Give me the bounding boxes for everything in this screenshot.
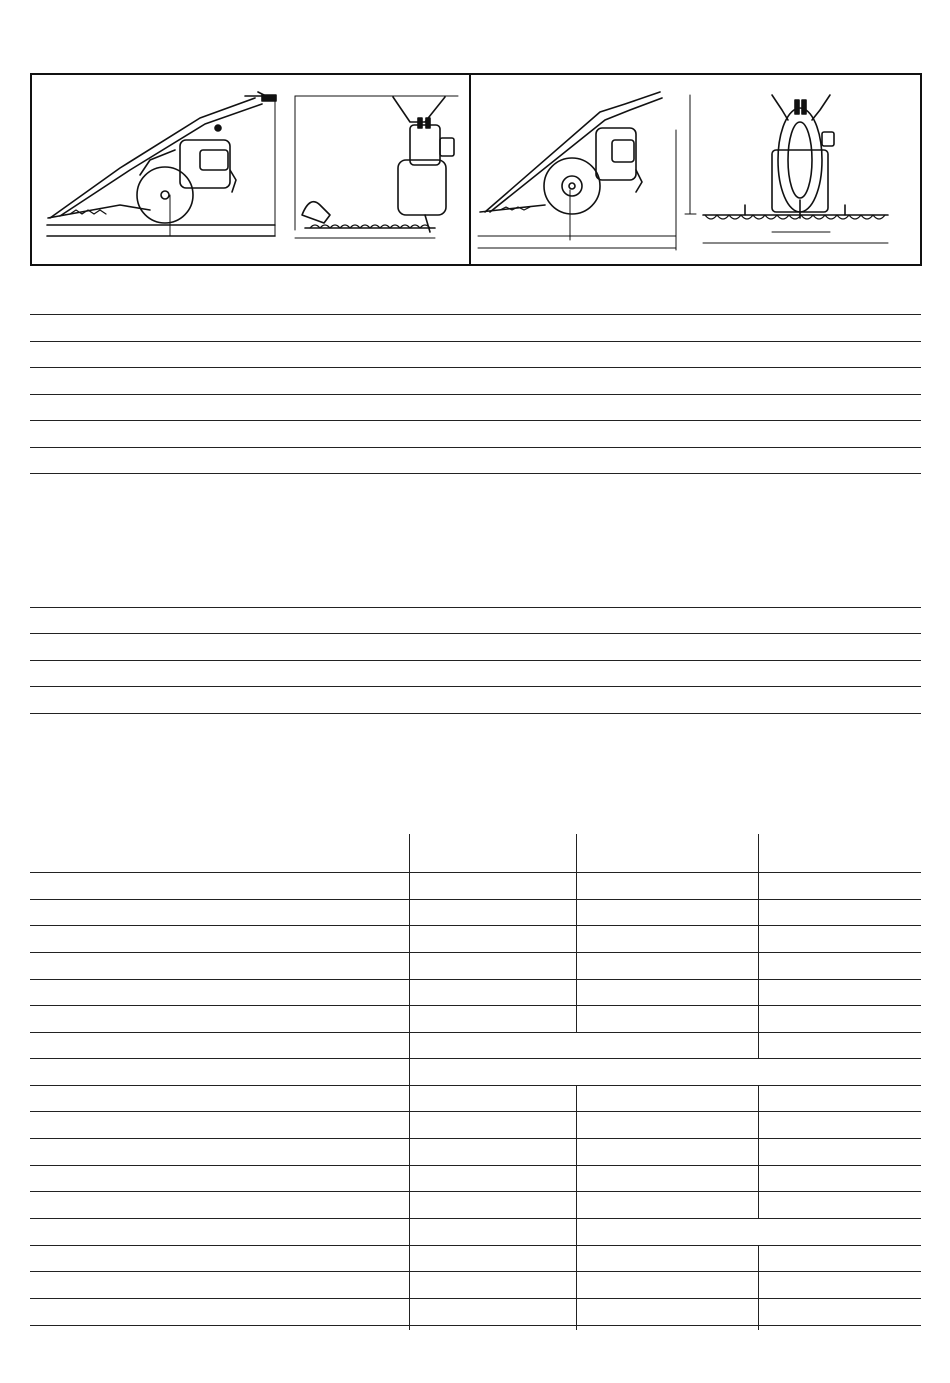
mower-front-view-bar <box>703 95 888 243</box>
mower-side-view-folded <box>47 92 276 236</box>
mower-drawings <box>0 0 950 300</box>
mower-side-view-wheels <box>478 92 696 250</box>
mower-rear-view-bar <box>295 96 458 238</box>
